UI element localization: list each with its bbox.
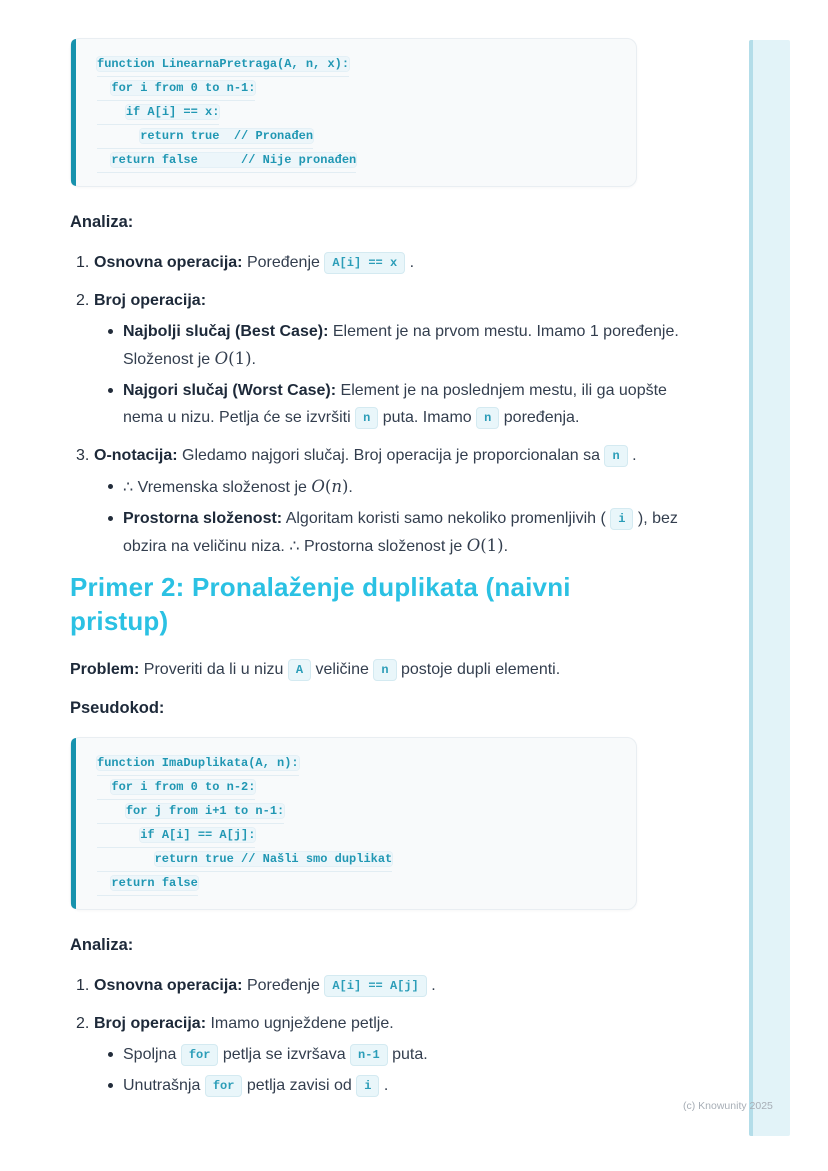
bold-text: Osnovna operacija: [94, 977, 243, 994]
list-item-text [94, 249, 699, 276]
inline-code-chip: for [181, 1044, 219, 1066]
inline-code-chip: i [356, 1075, 379, 1097]
list-item-body [94, 287, 699, 431]
text-run: Algoritam koristi samo nekoliko promenljivih ( [282, 510, 611, 527]
document-content [70, 38, 715, 1099]
bullet-dot-icon [106, 505, 123, 560]
list-number: 2. [76, 292, 90, 309]
inline-code-chip: n [373, 659, 396, 681]
text-run: Proveriti da li u nizu [139, 661, 288, 678]
bullet-text [123, 1072, 699, 1099]
list-item-osnovna-operacija [70, 249, 715, 276]
text-run: postoje dupli elementi. [396, 661, 561, 678]
bold-text: Problem: [70, 661, 140, 678]
list-item-o-notacija [70, 442, 715, 560]
bold-text: Osnovna operacija: [94, 254, 243, 271]
bullet-dot-icon [106, 377, 123, 431]
inline-code-chip: A[i] == x [324, 252, 405, 274]
code-lines [97, 752, 618, 896]
code-block-accent-bar [71, 738, 76, 909]
text-run: . [379, 1077, 389, 1094]
inline-code-chip: A [288, 659, 311, 681]
bullet-item-unutrasnja-petlja [106, 1072, 699, 1099]
code-line: function ImaDuplikata(A, n): [97, 752, 299, 776]
text-run: Spoljna [123, 1046, 181, 1063]
analiza-heading-2: Analiza: [70, 936, 134, 954]
bold-text: O-notacija: [94, 447, 178, 464]
bullet-item-best-case [106, 318, 699, 373]
code-line: for i from 0 to n-1: [97, 77, 255, 101]
inline-code-chip: n [604, 445, 627, 467]
bullet-item-spoljna-petlja [106, 1041, 699, 1068]
code-line: if A[i] == A[j]: [97, 824, 255, 848]
code-block-accent-bar [71, 39, 76, 186]
code-line: function LinearnaPretraga(A, n, x): [97, 53, 349, 77]
list-item-text [94, 972, 699, 999]
bold-text: Broj operacija: [94, 292, 207, 309]
list-item-text [94, 287, 699, 314]
code-line: if A[i] == x: [97, 101, 219, 125]
text-run: . [405, 254, 415, 271]
text-run: Element je na poslednjem mestu, ili ga uopšte nema u nizu. Petlja će se izvršiti [123, 382, 667, 426]
list-item-body [94, 442, 699, 560]
bold-text: Broj operacija: [94, 1015, 207, 1032]
math-expression: O(n) [311, 477, 349, 496]
bullet-text [123, 1041, 699, 1068]
inline-code-chip: for [205, 1075, 243, 1097]
math-expression: O(1) [214, 349, 252, 368]
bullet-text [123, 377, 699, 431]
bullet-dot-icon [106, 473, 123, 501]
text-run: veličine [311, 661, 374, 678]
text-run: puta. [387, 1046, 428, 1063]
bullet-item-prostorna-slozenost [106, 505, 699, 560]
pseudokod-label: Pseudokod: [70, 699, 165, 717]
text-run: Element je na prvom mestu. Imamo 1 poređenje. Složenost je [123, 323, 679, 368]
text-run: Unutrašnja [123, 1077, 205, 1094]
text-run: ), bez obzira na veličinu niza. ∴ Prostorna složenost je [123, 510, 678, 555]
text-run: . [348, 479, 353, 496]
bold-text: Prostorna složenost: [123, 510, 283, 527]
text-run: petlja se izvršava [218, 1046, 351, 1063]
text-run: puta. Imamo [378, 409, 477, 426]
list-item-osnovna-operacija-2 [70, 972, 715, 999]
text-run: Poređenje [242, 977, 325, 994]
scrollbar-track[interactable] [749, 40, 790, 1136]
text-run: ∴ Vremenska složenost je [123, 479, 312, 496]
inline-code-chip: A[i] == A[j] [324, 975, 426, 997]
bullet-dot-icon [106, 318, 123, 373]
list-item-text [94, 1010, 699, 1037]
inline-code-chip: i [610, 508, 633, 530]
code-line: return true // Našli smo duplikat [97, 848, 392, 872]
inline-code-chip: n [355, 407, 378, 429]
text-run: Imamo ugnježdene petlje. [206, 1015, 394, 1032]
list-number: 1. [76, 977, 90, 994]
math-expression: O(1) [466, 536, 504, 555]
analysis-list-1 [70, 249, 715, 560]
list-item-broj-operacija [70, 287, 715, 431]
text-run: Gledamo najgori slučaj. Broj operacija je proporcionalan sa [177, 447, 605, 464]
bullet-item-vremenska-slozenost [106, 473, 699, 501]
list-item-text [94, 442, 699, 469]
bullet-text [123, 505, 699, 560]
analysis-list-2 [70, 972, 715, 1099]
bullet-dot-icon [106, 1072, 123, 1099]
inline-code-chip: n [476, 407, 499, 429]
bold-text: Najbolji slučaj (Best Case): [123, 323, 329, 340]
text-run: . [251, 351, 256, 368]
text-run: poređenja. [499, 409, 580, 426]
bullet-item-worst-case [106, 377, 699, 431]
code-block-ima-duplikata [70, 737, 637, 910]
text-run: . [627, 447, 637, 464]
list-number: 3. [76, 447, 90, 464]
watermark: (c) Knowunity 2025 [683, 1100, 773, 1112]
code-line: return false [97, 872, 198, 896]
bullet-dot-icon [106, 1041, 123, 1068]
inline-code-chip: n-1 [350, 1044, 388, 1066]
list-item-body [94, 1010, 699, 1099]
section-heading-primer-2: Primer 2: Pronalaženje duplikata (naivni pristup) [70, 572, 571, 636]
analiza-heading-1: Analiza: [70, 213, 134, 231]
code-line: return true // Pronađen [97, 125, 313, 149]
code-line: return false // Nije pronađen [97, 149, 356, 173]
bold-text: Najgori slučaj (Worst Case): [123, 382, 337, 399]
text-run: . [426, 977, 436, 994]
list-number: 1. [76, 254, 90, 271]
code-block-linearna-pretraga [70, 38, 637, 187]
bullet-text [123, 473, 699, 501]
problem-paragraph [70, 656, 715, 683]
code-line: for j from i+1 to n-1: [97, 800, 284, 824]
list-number: 2. [76, 1015, 90, 1032]
text-run: Poređenje [242, 254, 325, 271]
list-item-broj-operacija-2 [70, 1010, 715, 1099]
code-lines [97, 53, 618, 173]
bullet-text [123, 318, 699, 373]
code-line: for i from 0 to n-2: [97, 776, 255, 800]
text-run: petlja zavisi od [242, 1077, 357, 1094]
text-run: . [503, 538, 509, 555]
